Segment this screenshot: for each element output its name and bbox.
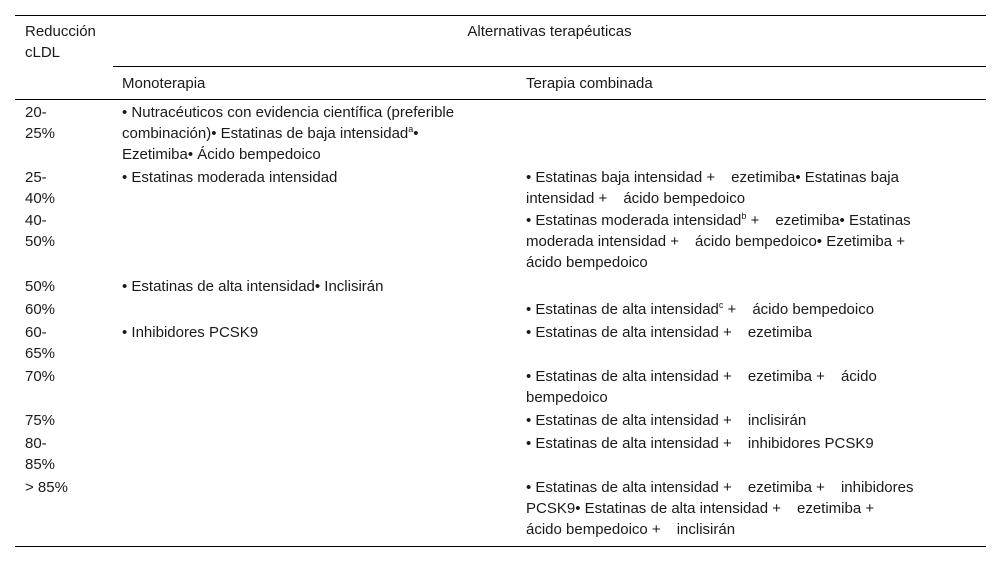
table-top-rule bbox=[15, 15, 986, 16]
table-bottom-rule bbox=[15, 546, 986, 547]
row-range: 80-85% bbox=[25, 435, 56, 473]
header-bottom-rule bbox=[15, 99, 986, 100]
row-combo: • Estatinas de alta intensidad + ezetimiba + ácido bempedoico bbox=[526, 368, 877, 406]
row-range: 60-65% bbox=[25, 324, 56, 362]
row-range: 75% bbox=[25, 412, 56, 429]
row-range: 25-40% bbox=[25, 169, 56, 207]
row-range: 50% bbox=[25, 278, 56, 295]
row-combo: • Estatinas de alta intensidad + ezetimiba bbox=[526, 324, 813, 341]
row-combo: • Estatinas de alta intensidad + ezetimiba + inhibidores PCSK9• Estatinas de alta intensidad + ezetimiba + ácido bempedoico + inclisirán bbox=[526, 479, 914, 538]
row-combo: • Estatinas de alta intensidad + inclisirán bbox=[526, 412, 807, 429]
row-range: 60% bbox=[25, 301, 56, 318]
row-mono: • Estatinas moderada intensidad bbox=[122, 169, 338, 186]
row-range: 70% bbox=[25, 368, 56, 385]
header-reduction: Reducción cLDL bbox=[25, 23, 96, 61]
row-range: 40-50% bbox=[25, 212, 56, 250]
row-range: > 85% bbox=[25, 479, 68, 496]
header-combined: Terapia combinada bbox=[526, 75, 653, 92]
row-combo: • Estatinas baja intensidad + ezetimiba• Estatinas baja intensidad + ácido bempedoico bbox=[526, 169, 899, 207]
row-combo: • Estatinas de alta intensidad$^c$ + ácido bempedoico bbox=[526, 300, 875, 318]
row-mono: • Nutracéuticos con evidencia científica (preferible combinación)• Estatinas de baja intensidad$^a$• Ezetimiba• Ácido bempedoico bbox=[122, 104, 455, 163]
header-alternatives: Alternativas terapéuticas bbox=[467, 23, 632, 40]
row-range: 20-25% bbox=[25, 104, 56, 142]
header-monotherapy: Monoterapia bbox=[122, 75, 206, 92]
header-sub-rule bbox=[113, 66, 986, 67]
row-mono: • Inhibidores PCSK9 bbox=[122, 324, 259, 341]
row-mono: • Estatinas de alta intensidad• Inclisirán bbox=[122, 278, 384, 295]
row-combo: • Estatinas moderada intensidad$^b$ + ezetimiba• Estatinas moderada intensidad + ácido bempedoico• Ezetimiba +ácido bempedoico bbox=[526, 211, 911, 271]
row-combo: • Estatinas de alta intensidad + inhibidores PCSK9 bbox=[526, 435, 874, 452]
